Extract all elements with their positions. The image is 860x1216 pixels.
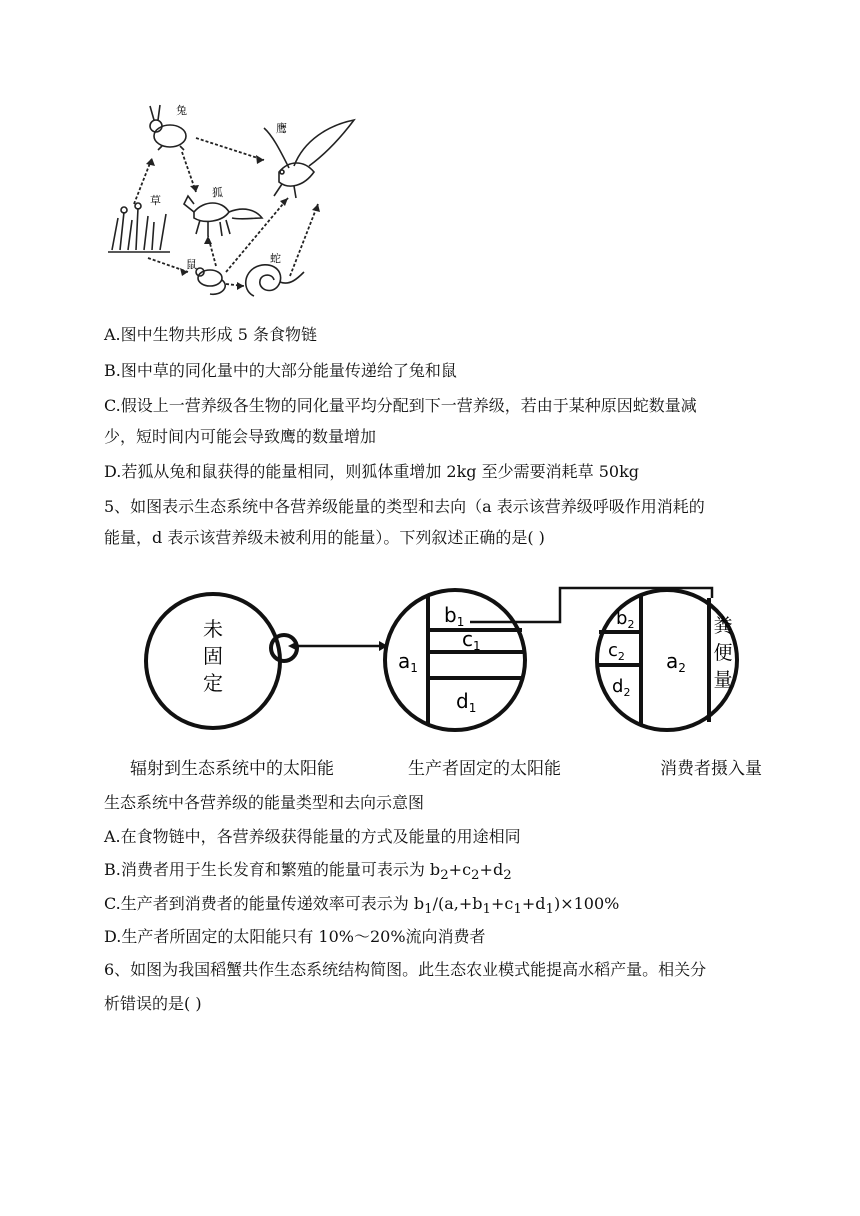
q5-option-b: B.消费者用于生长发育和繁殖的能量可表示为 $b_2+c_2+d_2$ [104,860,512,884]
label-b2: $b_2$ [616,608,635,631]
q4-option-c-line1: C.假设上一营养级各生物的同化量平均分配到下一营养级，若由于某种原因蛇数量减 [104,396,697,415]
food-web-label-fox: 狐 [212,186,223,199]
unfixed-char-2: 固 [203,644,223,668]
diagram-label-producer: 生产者固定的太阳能 [408,759,561,779]
feces-char-1: 粪 [713,615,733,637]
energy-flow-diagram [130,574,780,754]
q5-stem-line2: 能量，d 表示该营养级未被利用的能量）。下列叙述正确的是( ) [104,528,545,547]
label-a2: $a_2$ [666,649,686,675]
label-c1: $c_1$ [462,627,481,653]
q5-option-d: D.生产者所固定的太阳能只有 10%～20%流向消费者 [104,927,486,946]
label-b1: $b_1$ [444,603,465,629]
q5-figure-caption: 生态系统中各营养级的能量类型和去向示意图 [104,793,425,812]
grass-icon [108,203,170,252]
q4-option-c-line2: 少，短时间内可能会导致鹰的数量增加 [104,427,377,446]
label-a1: $a_1$ [398,649,418,675]
diagram-label-consumer: 消费者摄入量 [660,759,762,779]
unfixed-char-1: 未 [203,617,223,641]
q4-option-d: D.若狐从兔和鼠获得的能量相同，则狐体重增加 2kg 至少需要消耗草 50kg [104,462,640,481]
fox-icon [184,196,262,236]
q5-option-a: A.在食物链中，各营养级获得能量的方式及能量的用途相同 [104,827,521,846]
q6-stem-line2: 析错误的是( ) [104,994,202,1013]
q5-stem-line1: 5、如图表示生态系统中各营养级能量的类型和去向（a 表示该营养级呼吸作用消耗的 [104,497,705,516]
snake-icon [246,265,304,296]
food-web-label-grass: 草 [150,194,161,207]
food-web-arrows [134,138,318,286]
q5-option-c: C.生产者到消费者的能量传递效率可表示为 $b_1/(a,+b_1+c_1+d_1)\times 100\%$ [104,894,620,918]
feces-char-2: 便 [713,642,733,664]
food-web-label-mouse: 鼠 [186,258,197,271]
food-web-label-rabbit: 兔 [176,104,187,117]
unfixed-char-3: 定 [203,671,223,695]
food-web-label-snake: 蛇 [270,252,281,265]
food-web-figure [104,100,364,315]
label-d1: $d_1$ [456,689,477,715]
label-d2: $d_2$ [612,676,631,699]
q4-option-b: B.图中草的同化量中的大部分能量传递给了兔和鼠 [104,361,457,380]
mouse-icon [196,268,225,294]
q6-stem-line1: 6、如图为我国稻蟹共作生态系统结构简图。此生态农业模式能提高水稻产量。相关分 [104,960,707,979]
food-web-label-hawk: 鹰 [276,122,287,135]
feces-char-3: 量 [713,669,733,691]
q4-option-a: A.图中生物共形成 5 条食物链 [104,325,317,344]
label-c2: $c_2$ [608,640,625,663]
diagram-label-solar: 辐射到生态系统中的太阳能 [130,759,334,779]
